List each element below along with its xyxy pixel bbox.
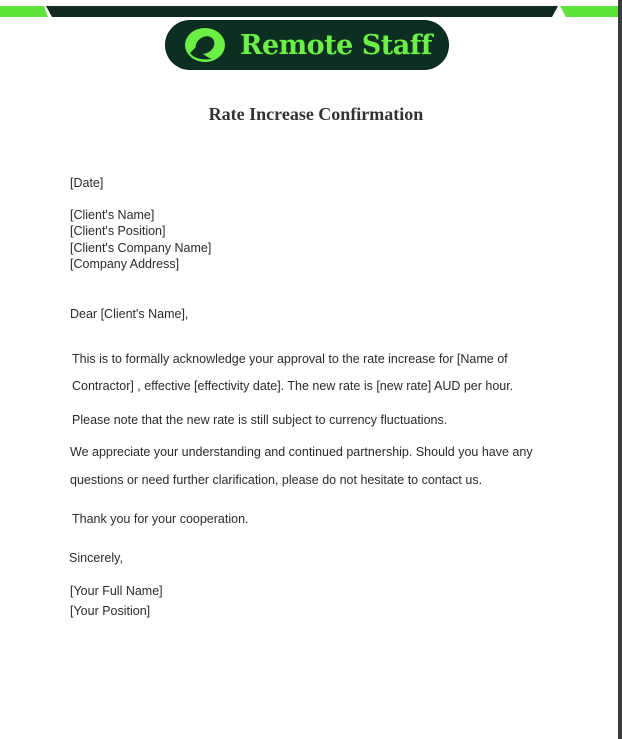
client-company-name: [Client's Company Name] [70,241,212,255]
closing: Sincerely, [69,551,123,565]
salutation: Dear [Client's Name], [70,307,189,321]
date-placeholder: [Date] [70,176,104,190]
signer-position: [Your Position] [70,604,151,618]
client-position: [Client's Position] [70,224,166,238]
paragraph3-line2: questions or need further clarification, please do not hesitate to contact us. [70,473,483,487]
paragraph2: Please note that the new rate is still subject to currency fluctuations. [72,413,448,427]
company-address: [Company Address] [70,257,180,271]
remote-staff-logo [166,21,448,69]
paragraph1-line1: This is to formally acknowledge your approval to the rate increase for [Name of [72,352,508,366]
page-edge [618,0,622,739]
logo-ring-icon [182,25,228,65]
paragraph1-line2: Contractor] , effective [effectivity date]. The new rate is [new rate] AUD per hour. [72,379,514,393]
paragraph3-line1: We appreciate your understanding and continued partnership. Should you have any [70,445,533,459]
paragraph4: Thank you for your cooperation. [72,512,249,526]
client-name: [Client's Name] [70,208,155,222]
header-band [0,0,622,20]
signer-name: [Your Full Name] [70,584,163,598]
letter-title: Rate Increase Confirmation [208,104,424,124]
logo-text: Remote Staff [240,29,432,61]
